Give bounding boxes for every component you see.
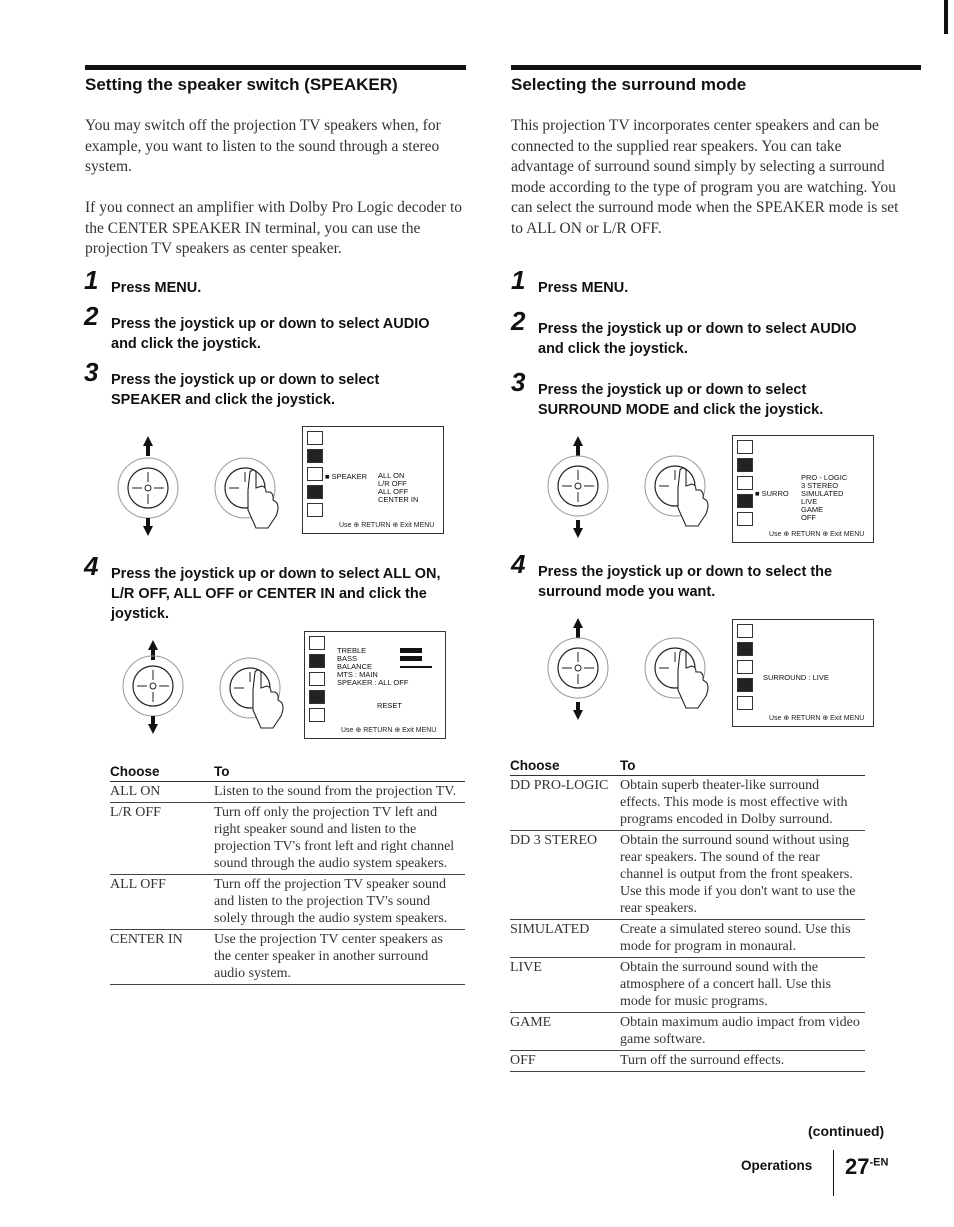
bass-bar [400, 656, 422, 661]
video-icon [737, 624, 753, 638]
audio-icon [309, 654, 325, 668]
left-heading: Setting the speaker switch (SPEAKER) [85, 75, 398, 94]
edge-mark [944, 0, 948, 34]
footer-divider [833, 1150, 834, 1196]
option-3-stereo: 3 STEREO [801, 481, 839, 490]
left-choose-table [110, 763, 465, 985]
table-cell: CENTER IN [110, 930, 214, 985]
menu-icon-column [737, 624, 753, 714]
joystick-diagram-3 [540, 434, 730, 544]
table-cell: ALL ON [110, 782, 214, 803]
table-cell: L/R OFF [110, 803, 214, 875]
option-all-off: ALL OFF [378, 487, 409, 496]
menu-footer: Use ⊕ RETURN ⊕ Exit MENU [341, 727, 437, 734]
option-center-in: CENTER IN [378, 495, 419, 504]
audio-icon [307, 449, 323, 463]
menu-label: ■ SURRO [755, 489, 789, 498]
step-text: Press the joystick up or down to select AUDIO and click the joystick. [111, 316, 430, 352]
step-number: 3 [511, 367, 526, 397]
step-text: Press MENU. [538, 280, 629, 296]
page-number-suffix: -EN [869, 1156, 889, 1169]
page-number [845, 1154, 888, 1180]
table-row [510, 958, 865, 1013]
table-row [510, 776, 865, 831]
menu-footer: Use ⊕ RETURN ⊕ Exit MENU [339, 522, 435, 529]
left-step-3 [84, 357, 451, 410]
menu-icon-column [737, 440, 753, 530]
joystick-illustration [540, 616, 730, 726]
timer-icon [737, 512, 753, 526]
option-simulated: SIMULATED [801, 489, 844, 498]
table-cell: LIVE [510, 958, 620, 1013]
table-cell: Listen to the sound from the projection TV. [214, 782, 465, 803]
step-text: Press the joystick up or down to select ALL ON, L/R OFF, ALL OFF or CENTER IN and click the joystick. [111, 566, 441, 622]
surround-live-screen [732, 619, 874, 727]
menu-line-speaker: SPEAKER : ALL OFF [337, 678, 409, 687]
menu-line-reset: RESET [377, 701, 403, 710]
left-heading-rule [85, 65, 466, 70]
channel-icon [737, 660, 753, 674]
speaker-menu-screen [302, 426, 444, 534]
audio-icon [737, 458, 753, 472]
option-game: GAME [801, 505, 824, 514]
menu-line-bass: BASS [337, 654, 358, 663]
timer-icon [737, 696, 753, 710]
step-text: Press MENU. [111, 280, 202, 296]
menu-icon-column [307, 431, 323, 521]
right-heading-rule [511, 65, 921, 70]
table-row [110, 803, 465, 875]
menu-line-mts: MTS : MAIN [337, 670, 378, 679]
right-step-2 [511, 306, 878, 359]
joystick-diagram-4 [540, 616, 730, 726]
left-paragraph-2: If you connect an amplifier with Dolby Pro Logic decoder to the CENTER SPEAKER IN terminal, you can use the projection TV speakers as center speaker. [85, 199, 463, 257]
table-cell: Turn off only the projection TV left and right speaker sound and listen to the projection TV's front left and right channel sound through the audio system speakers. [214, 803, 465, 875]
setup-icon [737, 678, 753, 692]
joystick-illustration [540, 434, 730, 544]
video-icon [737, 440, 753, 454]
right-choose-table [510, 757, 865, 1072]
table-header-choose: Choose [110, 763, 214, 782]
table-header-to: To [620, 757, 865, 776]
table-cell: OFF [510, 1051, 620, 1072]
step-number: 1 [511, 265, 526, 295]
left-paragraph-1: You may switch off the projection TV speakers when, for example, you want to listen to the sound through a stereo system. [85, 117, 441, 175]
option-live: LIVE [801, 497, 818, 506]
step-number: 2 [511, 306, 526, 336]
balance-bar [400, 666, 432, 668]
joystick-illustration [110, 430, 300, 540]
video-icon [307, 431, 323, 445]
right-step-4 [511, 549, 893, 602]
table-cell: DD PRO-LOGIC [510, 776, 620, 831]
timer-icon [307, 503, 323, 517]
channel-icon [737, 476, 753, 490]
table-cell: Obtain the surround sound with the atmosphere of a concert hall. Use this mode for music programs. [620, 958, 865, 1013]
step-text: Press the joystick up or down to select the surround mode you want. [538, 564, 833, 600]
option-off: OFF [801, 513, 816, 522]
table-cell: Turn off the surround effects. [620, 1051, 865, 1072]
table-cell: Obtain maximum audio impact from video game software. [620, 1013, 865, 1051]
page-number-value: 27 [845, 1154, 870, 1179]
option-pro-logic: PRO - LOGIC [801, 473, 848, 482]
step-number: 4 [84, 551, 99, 581]
setup-icon [309, 690, 325, 704]
audio-menu-screen [304, 631, 446, 739]
menu-footer: Use ⊕ RETURN ⊕ Exit MENU [769, 531, 865, 538]
table-row [110, 875, 465, 930]
option-all-on: ALL ON [378, 471, 405, 480]
step-text: Press the joystick up or down to select SPEAKER and click the joystick. [111, 372, 380, 408]
table-cell: Use the projection TV center speakers as the center speaker in another surround audio system. [214, 930, 465, 985]
menu-line-balance: BALANCE [337, 662, 373, 671]
table-cell: Obtain the surround sound without using rear speakers. The sound of the rear channel is output from the front speakers. Use this mode if you don't want to use the rear speakers. [620, 831, 865, 920]
table-cell: ALL OFF [110, 875, 214, 930]
timer-icon [309, 708, 325, 722]
joystick-illustration [115, 636, 305, 746]
setup-icon [737, 494, 753, 508]
step-number: 4 [511, 549, 526, 579]
surround-menu-screen [732, 435, 874, 543]
audio-icon [737, 642, 753, 656]
video-icon [309, 636, 325, 650]
right-step-3 [511, 367, 888, 420]
left-step-1 [84, 265, 456, 298]
joystick-diagram-2 [115, 636, 305, 746]
menu-footer: Use ⊕ RETURN ⊕ Exit MENU [769, 715, 865, 722]
setup-icon [307, 485, 323, 499]
table-row [510, 831, 865, 920]
table-cell: Turn off the projection TV speaker sound and listen to the projection TV's sound solely through the audio system speakers. [214, 875, 465, 930]
channel-icon [307, 467, 323, 481]
menu-line-surround: SURROUND : LIVE [763, 673, 829, 682]
table-header-choose: Choose [510, 757, 620, 776]
step-text: Press the joystick up or down to select AUDIO and click the joystick. [538, 321, 857, 357]
channel-icon [309, 672, 325, 686]
menu-label: ■ SPEAKER [325, 472, 368, 481]
menu-line-treble: TREBLE [337, 646, 367, 655]
right-step-1 [511, 265, 883, 298]
right-heading: Selecting the surround mode [511, 75, 747, 94]
table-row [110, 782, 465, 803]
joystick-diagram [110, 430, 300, 540]
left-step-4 [84, 551, 466, 624]
menu-icon-column [309, 636, 325, 726]
step-number: 1 [84, 265, 99, 295]
table-row [510, 1051, 865, 1072]
table-cell: Create a simulated stereo sound. Use this mode for program in monaural. [620, 920, 865, 958]
table-cell: Obtain superb theater-like surround effects. This mode is most effective with programs encoded in Dolby surround. [620, 776, 865, 831]
section-label: Operations [741, 1158, 813, 1173]
table-cell: DD 3 STEREO [510, 831, 620, 920]
option-lr-off: L/R OFF [378, 479, 407, 488]
continued-label: (continued) [808, 1123, 885, 1139]
step-number: 3 [84, 357, 99, 387]
right-paragraph-1: This projection TV incorporates center speakers and can be connected to the supplied rear speakers. You can take advantage of surround sound simply by selecting a surround mode according to the type of program you are watching. You can select the surround mode when the SPEAKER mode is set to ALL ON or L/R OFF. [511, 117, 899, 237]
table-header-to: To [214, 763, 465, 782]
table-row [510, 920, 865, 958]
table-row [110, 930, 465, 985]
left-step-2 [84, 301, 451, 354]
treble-bar [400, 648, 422, 653]
table-cell: SIMULATED [510, 920, 620, 958]
table-row [510, 1013, 865, 1051]
step-text: Press the joystick up or down to select SURROUND MODE and click the joystick. [538, 382, 824, 418]
table-cell: GAME [510, 1013, 620, 1051]
step-number: 2 [84, 301, 99, 331]
